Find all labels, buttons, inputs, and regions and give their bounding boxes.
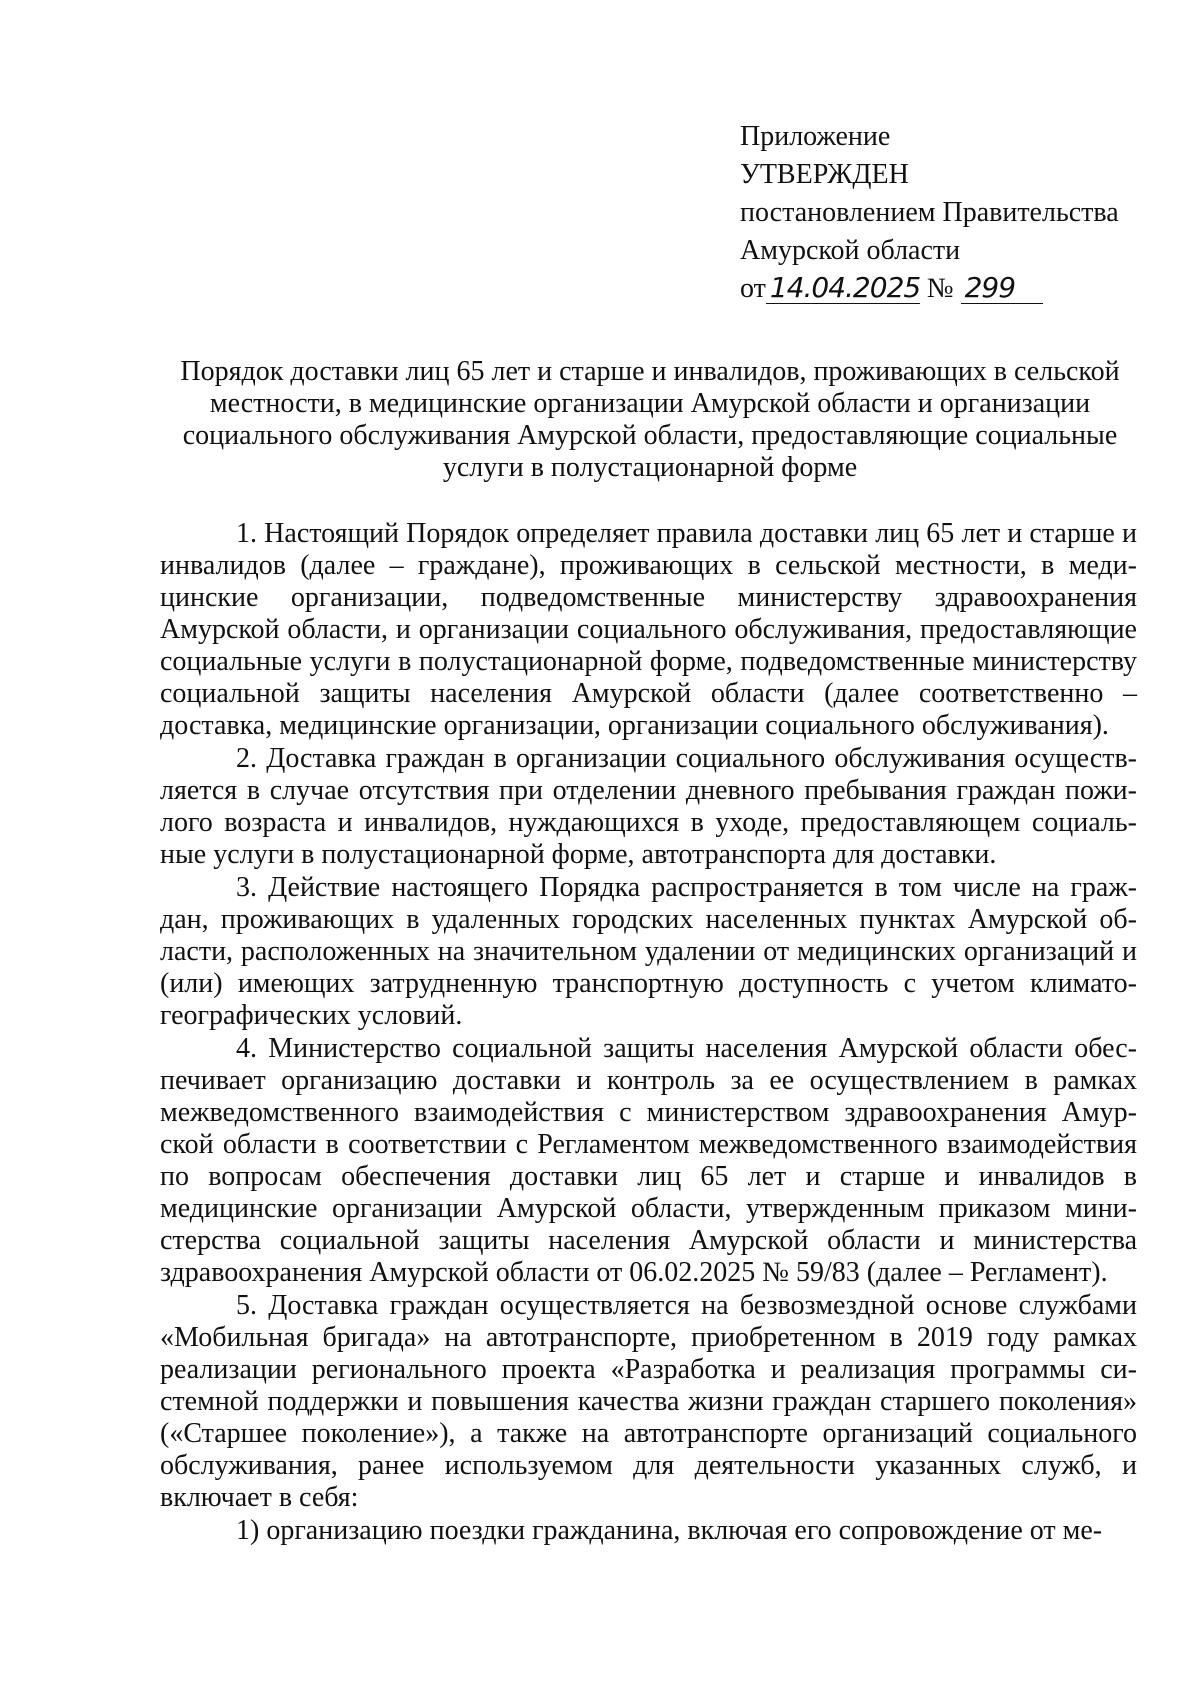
appendix-label: Приложение <box>740 121 891 152</box>
title-line: услуги в полустационарной форме <box>442 452 858 483</box>
approved-by-label: постановлением Правительства <box>740 197 1119 228</box>
paragraph-5-item-1: 1) организацию поездки гражданина, включая его сопровождение от ме- <box>236 1515 1103 1546</box>
date-number-line <box>740 270 1119 308</box>
number-sign: № <box>926 273 954 304</box>
paragraph-5: 5. Доставка граждан осуществляется на безвозмездной основе службами «Мобильная бригада» на автотранспорте, приобретенном в 2019 году рамках реализации регионального проекта «Разработка и реализация программы системной поддержки и повышения качества жизни граждан старшего поколения» («Старшее поколение»), а также на автотранспорте организаций социального обслуживания, ранее используемом для деятельности указанных служб, и включает в себя: <box>160 1290 1137 1513</box>
document-body <box>160 518 1137 1548</box>
title-line: Порядок доставки лиц 65 лет и старше и инвалидов, проживающих в сельской <box>180 356 1120 387</box>
title-line: социального обслуживания Амурской области, предоставляющие социальные <box>182 420 1118 451</box>
approval-stamp-block <box>740 118 1119 308</box>
paragraph-3: 3. Действие настоящего Порядка распространяется в том числе на граждан, проживающих в удаленных городских населенных пунктах Амурской области, расположенных на значительном удалении от медицинских организаций и (или) имеющих затрудненную транспортную доступность с учетом климатогеографических условий. <box>160 872 1137 1031</box>
date-prefix: от <box>740 273 766 304</box>
region-label: Амурской области <box>740 235 961 266</box>
handwritten-date: 14.04.2025 <box>766 273 920 304</box>
approved-label: УТВЕРЖДЕН <box>740 159 909 190</box>
paragraph-1: 1. Настоящий Порядок определяет правила доставки лиц 65 лет и старше и инвалидов (далее – граждане), проживающих в сельской местности, в медицинские организации, подведомственные министерству здравоохранения Амурской области, и организации социального обслуживания, предоставляющие социальные услуги в полустационарной форме, подведомственные министерству социальной защиты населения Амурской области (далее соответственно – доставка, медицинские организации, организации социального обслуживания). <box>160 518 1137 741</box>
title-line: местности, в медицинские организации Амурской области и организации <box>209 388 1091 419</box>
handwritten-number: 299 <box>961 273 1043 304</box>
document-title <box>160 356 1140 484</box>
paragraph-2: 2. Доставка граждан в организации социального обслуживания осуществляется в случае отсутствия при отделении дневного пребывания граждан пожилого возраста и инвалидов, нуждающихся в уходе, предоставляющем социальные услуги в полустационарной форме, автотранспорта для доставки. <box>160 743 1137 870</box>
paragraph-4: 4. Министерство социальной защиты населения Амурской области обеспечивает организацию доставки и контроль за ее осуществлением в рамках межведомственного взаимодействия с министерством здравоохранения Амурской области в соответствии с Регламентом межведомственного взаимодействия по вопросам обеспечения доставки лиц 65 лет и старше и инвалидов в медицинские организации Амурской области, утвержденным приказом министерства социальной защиты населения Амурской области и министерства здравоохранения Амурской области от 06.02.2025 № 59/83 (далее – Регламент). <box>160 1033 1137 1288</box>
